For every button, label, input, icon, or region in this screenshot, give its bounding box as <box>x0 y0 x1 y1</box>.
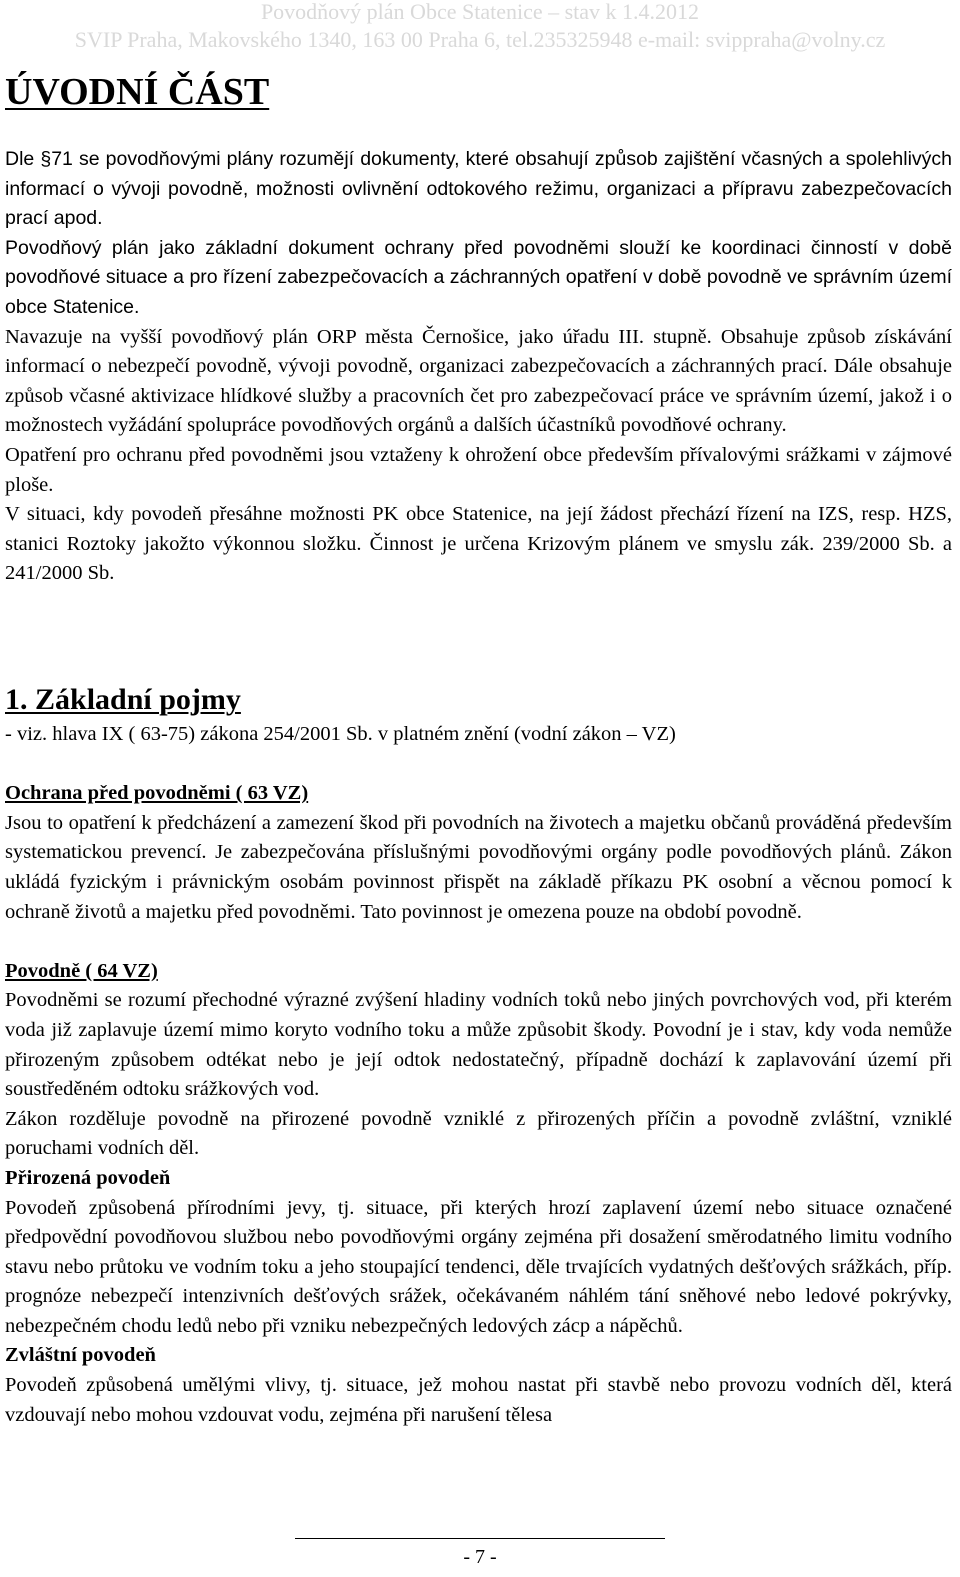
intro-paragraph-2: Povodňový plán jako základní dokument ochrany před povodněmi slouží ke koordinaci činností v době povodňové situace a pro řízení zabezpečovacích a záchranných opatření v době povodně ve správním území obce Statenice. <box>5 236 952 318</box>
section-reference: - viz. hlava IX ( 63-75) zákona 254/2001 Sb. v platném znění (vodní zákon – VZ) <box>5 723 676 745</box>
intro-paragraph-5: V situaci, kdy povodeň přesáhne možnosti PK obce Statenice, na její žádost přechází řízení na IZS, resp. HZS, stanici Roztoky jakožto výkonnou složku. Činnost je určena Krizovým plánem ve smyslu zák. 239/2000 Sb. a 241/2000 Sb. <box>5 503 952 585</box>
running-header-title: Povodňový plán Obce Statenice – stav k 1.4.2012 <box>260 0 700 24</box>
section-1-body <box>5 720 952 1430</box>
prirozena-heading: Přirozená povodeň <box>5 1166 171 1189</box>
ochrana-text: Jsou to opatření k předcházení a zamezení škod při povodních na životech a majetku občanů prováděná především systematickou prevencí. Je zabezpečována příslušnými povodňovými orgány podle povodňových plánů. Zákon ukládá fyzickým i právnickým osobám povinnost přispět na základě příkazu PK osobní a věcnou pomocí k ochraně životů a majetku před povodněmi. Tato povinnost je omezena pouze na období povodně. <box>5 811 952 923</box>
running-header-contact: SVIP Praha, Makovského 1340, 163 00 Praha 6, tel.235325948 e-mail: svippraha@volny.cz <box>74 27 886 52</box>
spacer <box>5 750 952 780</box>
zvlastni-text: Povodeň způsobená umělými vlivy, tj. situace, jež mohou nastat při stavbě nebo provozu vodních děl, která vzdouvají nebo mohou vzdouvat vodu, zejména při narušení tělesa <box>5 1374 952 1426</box>
intro-paragraph-3: Navazuje na vyšší povodňový plán ORP města Černošice, jako úřadu III. stupně. Obsahuje způsob získávání informací o nebezpečí povodně, vývoji povodně, organizaci zabezpečovacích a záchranných prací. Dále obsahuje způsob včasné aktivizace hlídkové služby a pracovních čet pro zabezpečovací práce ve správním území, jakož i o možnostech vyžádání spolupráce povodňových orgánů a dalších účastníků povodňové ochrany. <box>5 325 952 437</box>
zvlastni-heading: Zvláštní povodeň <box>5 1344 156 1367</box>
section-heading: 1. Základní pojmy <box>5 683 241 716</box>
footer-rule <box>295 1538 665 1539</box>
page-number: - 7 - <box>463 1546 497 1568</box>
intro-paragraph-4: Opatření pro ochranu před povodněmi jsou vztaženy k ohrožení obce především přívalovými srážkami v zájmové ploše. <box>5 443 952 496</box>
ochrana-heading: Ochrana před povodněmi ( 63 VZ) <box>5 782 309 805</box>
intro-section <box>5 145 952 589</box>
povodne-text-1: Povodněmi se rozumí přechodné výrazné zvýšení hladiny vodních toků nebo jiných povrchových vod, při kterém voda již zaplavuje území mimo koryto vodního toku a může způsobit škody. Povodní je i stav, kdy voda nemůže přirozeným způsobem odtékat nebo je její odtok nedostatečný, případně dochází k zaplavování území při soustředěném odtoku srážkových vod. <box>5 989 952 1101</box>
spacer <box>5 927 952 957</box>
prirozena-text: Povodeň způsobená přírodními jevy, tj. situace, při kterých hrozí zaplavení území nebo situace označené předpovědní povodňovou službou nebo povodňovými orgány zejména při dosažení směrodatného limitu vodního stavu nebo průtoku ve vodním toku a jeho stoupající tendenci, děle trvajících vydatných dešťových srážkách, příp. prognóze nebezpečí intenzivních dešťových srážek, očekávaném náhlém tání sněhové nebo ledové pokrývky, nebezpečném chodu ledů nebo při vzniku nebezpečných ledových zácp a nápěchů. <box>5 1196 952 1337</box>
page-title: ÚVODNÍ ČÁST <box>5 71 270 113</box>
intro-paragraph-1: Dle §71 se povodňovými plány rozumějí dokumenty, které obsahují způsob zajištění včasných a spolehlivých informací o vývoji povodně, možnosti ovlivnění odtokového režimu, organizaci a přípravu zabezpečovacích prací apod. <box>5 148 952 230</box>
povodne-text-2: Zákon rozděluje povodně na přirozené povodně vzniklé z přirozených příčin a povodně zvláštní, vzniklé poruchami vodních děl. <box>5 1107 952 1160</box>
povodne-heading: Povodně ( 64 VZ) <box>5 959 158 982</box>
